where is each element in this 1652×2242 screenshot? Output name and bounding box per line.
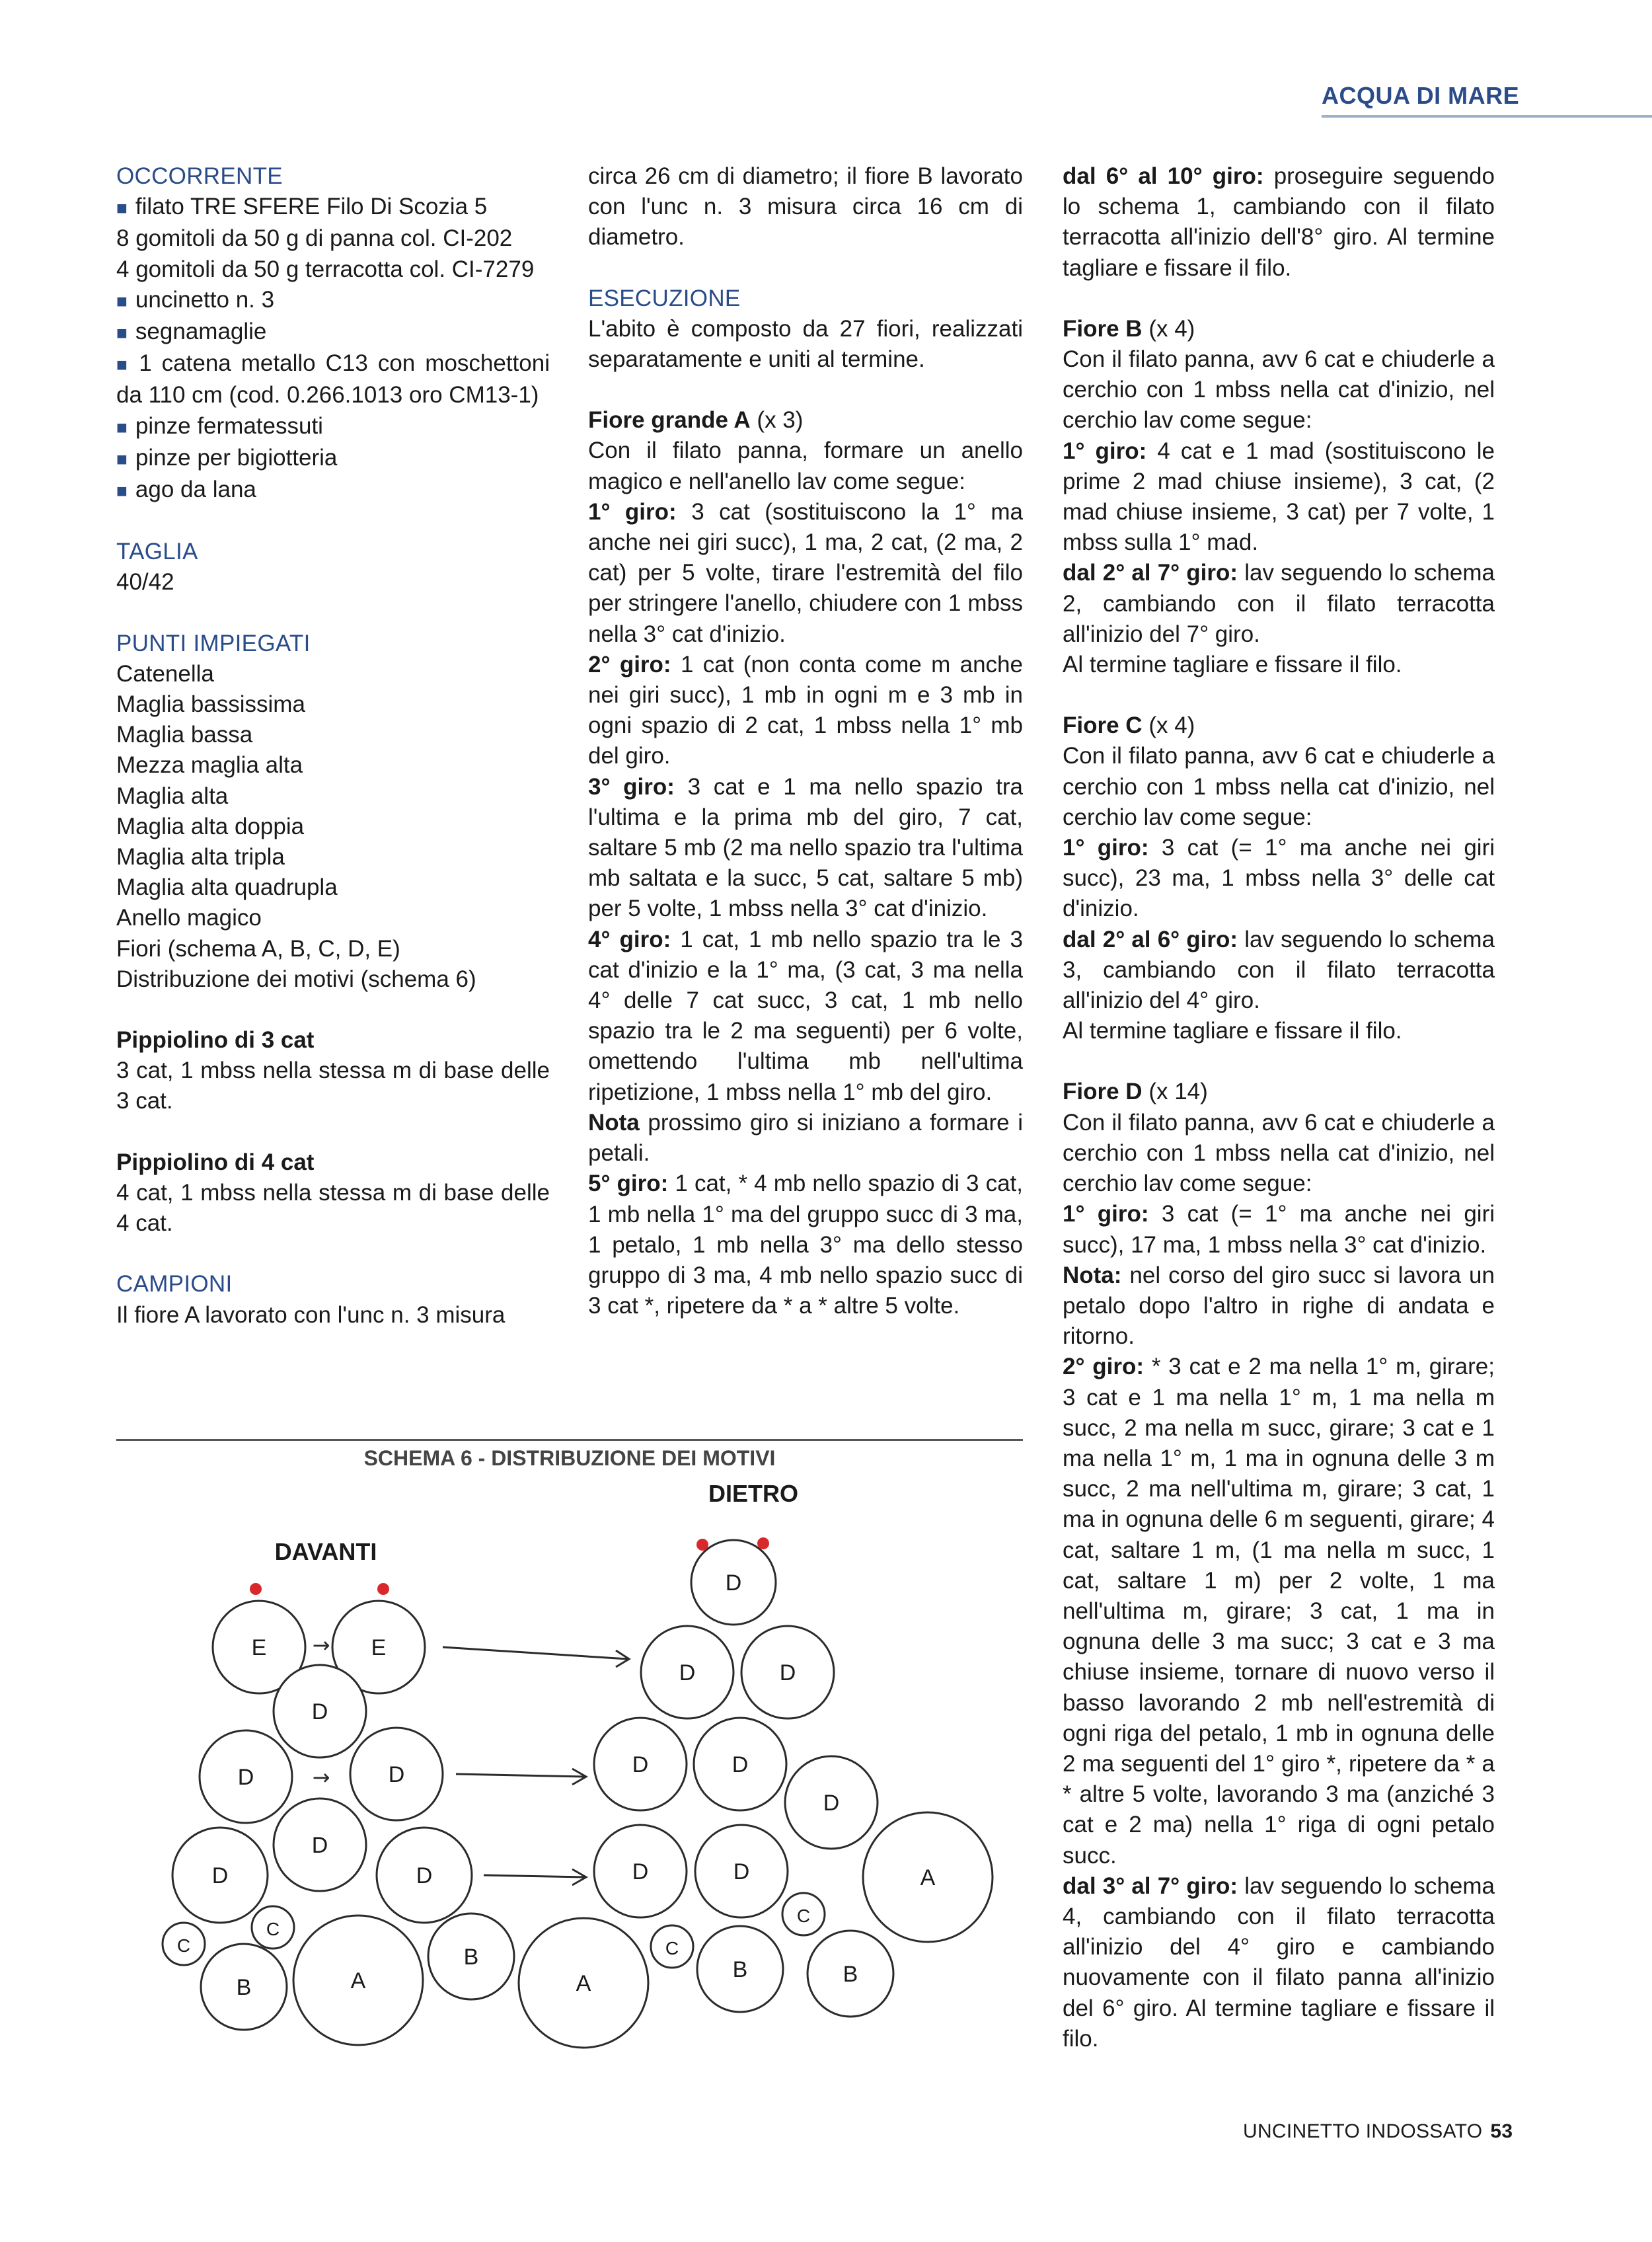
flower-label: D bbox=[311, 1699, 328, 1724]
flower-label: B bbox=[463, 1945, 479, 1970]
fiore-a-heading: Fiore grande A (x 3) bbox=[588, 407, 804, 434]
flower-d-front bbox=[350, 1728, 443, 1820]
list-item: ■ filato TRE SFERE Filo Di Scozia 5 bbox=[116, 192, 550, 223]
page-number: 53 bbox=[1490, 2120, 1513, 2142]
flower-label: D bbox=[311, 1833, 328, 1858]
c-rounds-2-6: dal 2° al 6° giro: lav seguendo lo schema 3, cambiando con il filato terracotta all'inizio del 4° giro. bbox=[1063, 926, 1495, 1014]
flower-label: E bbox=[371, 1635, 387, 1660]
d-rounds-3-7: dal 3° al 7° giro: lav seguendo lo schema 4, cambiando con il filato terracotta all'inizio del 4° giro e cambiando nuovamente con il filato panna all'inizio del 6° giro. Al termine tagliare e fissare il filo. bbox=[1063, 1873, 1495, 2052]
list-item: Maglia bassa bbox=[116, 722, 253, 748]
arrow-line bbox=[443, 1647, 628, 1659]
flower-label: D bbox=[632, 1859, 649, 1884]
small-arrow: → bbox=[312, 1765, 330, 1790]
campioni-text-cont: circa 26 cm di diametro; il fiore B lavorato con l'unc n. 3 misura circa 16 cm di diametro. bbox=[588, 163, 1023, 251]
davanti-label: DAVANTI bbox=[274, 1538, 377, 1565]
dietro-label: DIETRO bbox=[708, 1480, 799, 1507]
arrow-line bbox=[484, 1875, 585, 1877]
flower-label: D bbox=[388, 1762, 405, 1787]
d-round-1: 1° giro: 3 cat (= 1° ma anche nei giri succ), 17 ma, 1 mbss nella 3° cat d'inizio. bbox=[1063, 1201, 1495, 1258]
flower-label: C bbox=[665, 1938, 679, 1958]
fiore-b-heading: Fiore B (x 4) bbox=[1063, 315, 1195, 342]
flower-d-front bbox=[274, 1665, 366, 1758]
flower-label: D bbox=[211, 1863, 229, 1888]
attachment-dot bbox=[250, 1583, 262, 1595]
flower-b-front bbox=[201, 1944, 287, 2030]
fiore-a-intro: Con il filato panna, formare un anello magico e nell'anello lav come segue: bbox=[588, 438, 1023, 494]
round-2: 2° giro: 1 cat (non conta come m anche nei giri succ), 1 mb in ogni m e 3 mb in ogni spazio di 2 cat, 1 mbss nella 1° mb del giro. bbox=[588, 651, 1023, 769]
flowers-layer bbox=[163, 1537, 993, 2048]
list-item: Maglia alta doppia bbox=[116, 813, 305, 839]
schema-title: SCHEMA 6 - DISTRIBUZIONE DEI MOTIVI bbox=[363, 1446, 776, 1470]
flower-d-back bbox=[694, 1718, 786, 1810]
flower-label: D bbox=[237, 1765, 254, 1790]
c-end: Al termine tagliare e fissare il filo. bbox=[1063, 1018, 1402, 1044]
page-footer bbox=[1243, 2120, 1513, 2143]
flower-c-back bbox=[782, 1893, 825, 1935]
flower-label: A bbox=[920, 1865, 936, 1890]
fiore-d-heading: Fiore D (x 14) bbox=[1063, 1079, 1208, 1105]
fiore-c-intro: Con il filato panna, avv 6 cat e chiuderle a cerchio con 1 mbss nella cat d'inizio, nel cerchio lav come segue: bbox=[1063, 743, 1495, 830]
list-item: ■ pinze per bigiotteria bbox=[116, 443, 550, 475]
taglia-value: 40/42 bbox=[116, 569, 174, 596]
esecuzione-text: L'abito è composto da 27 fiori, realizzati separatamente e uniti al termine. bbox=[588, 315, 1023, 373]
pippiolino4-text: 4 cat, 1 mbss nella stessa m di base delle 4 cat. bbox=[116, 1179, 550, 1237]
fiore-b-intro: Con il filato panna, avv 6 cat e chiuderle a cerchio con 1 mbss nella cat d'inizio, nel cerchio lav come segue: bbox=[1063, 346, 1495, 434]
flower-d-front bbox=[377, 1828, 472, 1923]
pippiolino3-text: 3 cat, 1 mbss nella stessa m di base delle 3 cat. bbox=[116, 1058, 550, 1114]
flower-a-back bbox=[519, 1918, 648, 2048]
list-item: Anello magico bbox=[116, 905, 262, 931]
flower-d-front bbox=[172, 1828, 268, 1923]
flower-d-back bbox=[594, 1825, 687, 1917]
flower-a-back bbox=[863, 1812, 993, 1942]
attachment-dot bbox=[757, 1537, 769, 1549]
flower-label: D bbox=[679, 1660, 696, 1685]
round-5: 5° giro: 1 cat, * 4 mb nello spazio di 3 cat, 1 mb nella 1° ma del gruppo succ di 3 ma, 1 petalo, 1 mb nella 3° ma dello stesso gruppo di 3 ma, 4 mb nello spazio succ di 3 cat *, ripetere da * a * altre 5 volte. bbox=[588, 1171, 1023, 1319]
list-item: Catenella bbox=[116, 660, 214, 687]
b-rounds-2-7: dal 2° al 7° giro: lav seguendo lo schema 2, cambiando con il filato terracotta all'inizio del 7° giro. bbox=[1063, 560, 1495, 647]
d-note: Nota: nel corso del giro succ si lavora un petalo dopo l'altro in righe di andata e ritorno. bbox=[1063, 1262, 1495, 1350]
list-item: Fiori (schema A, B, C, D, E) bbox=[116, 935, 400, 962]
list-item: 8 gomitoli da 50 g di panna col. CI-202 bbox=[116, 225, 513, 252]
flower-d-back bbox=[641, 1626, 733, 1719]
list-item: ■ segnamaglie bbox=[116, 317, 550, 348]
list-item: 4 gomitoli da 50 g terracotta col. CI-7279 bbox=[116, 256, 535, 282]
list-item: ■ ago da lana bbox=[116, 475, 550, 506]
note: Nota prossimo giro si iniziano a formare i petali. bbox=[588, 1109, 1023, 1167]
flower-label: C bbox=[796, 1906, 811, 1926]
flower-b-back bbox=[807, 1931, 893, 2017]
flower-label: B bbox=[843, 1962, 858, 1987]
campioni-heading: CAMPIONI bbox=[116, 1271, 233, 1297]
flower-d-back bbox=[785, 1756, 878, 1849]
flower-c-front bbox=[163, 1923, 205, 1965]
flower-d-front bbox=[274, 1798, 366, 1891]
list-item: ■ uncinetto n. 3 bbox=[116, 285, 550, 317]
flower-d-front bbox=[200, 1730, 292, 1823]
list-item: Maglia alta tripla bbox=[116, 844, 285, 870]
flower-c-front bbox=[252, 1906, 294, 1949]
footer-label: UNCINETTO INDOSSATO bbox=[1243, 2120, 1483, 2142]
list-item: Maglia bassissima bbox=[116, 691, 305, 718]
flower-label: D bbox=[416, 1863, 433, 1888]
list-item: Distribuzione dei motivi (schema 6) bbox=[116, 966, 476, 992]
flower-label: B bbox=[236, 1975, 252, 2000]
flower-d-back bbox=[695, 1825, 788, 1917]
flower-a-front bbox=[293, 1915, 423, 2045]
flower-label: C bbox=[266, 1919, 280, 1939]
taglia-heading: TAGLIA bbox=[116, 539, 198, 565]
flower-label: D bbox=[733, 1859, 750, 1884]
flower-label: D bbox=[632, 1752, 649, 1777]
b-round-1: 1° giro: 4 cat e 1 mad (sostituiscono le prime 2 mad chiuse insieme), 3 cat, (2 mad chiuse insieme, 3 cat) per 7 volte, 1 mbss sulla 1° mad. bbox=[1063, 438, 1495, 556]
campioni-text: Il fiore A lavorato con l'unc n. 3 misura bbox=[116, 1301, 506, 1328]
flower-label: D bbox=[732, 1752, 749, 1777]
pippiolino3-heading: Pippiolino di 3 cat bbox=[116, 1027, 315, 1054]
flower-c-back bbox=[651, 1925, 693, 1968]
small-arrow: → bbox=[312, 1633, 330, 1658]
fiore-c-heading: Fiore C (x 4) bbox=[1063, 713, 1195, 739]
flower-d-back bbox=[594, 1718, 687, 1810]
arrow-line bbox=[456, 1774, 585, 1777]
flower-label: D bbox=[725, 1570, 742, 1596]
round-4: 4° giro: 1 cat, 1 mb nello spazio tra le 3 cat d'inizio e la 1° ma, (3 cat, 3 ma nella 4° delle 7 cat succ, 3 cat, 1 mb nello spazio tra le 2 ma seguenti) per 6 volte, omettendo l'ultima mb nell'ultima ripetizione, 1 mbss nella 1° mb del giro. bbox=[588, 926, 1023, 1105]
rounds-6-10: dal 6° al 10° giro: proseguire seguendo lo schema 1, cambiando con il filato terracotta all'inizio dell'8° giro. Al termine tagliare e fissare il filo. bbox=[1063, 163, 1495, 281]
punti-heading: PUNTI IMPIEGATI bbox=[116, 630, 311, 656]
list-item: Mezza maglia alta bbox=[116, 752, 303, 779]
list-item: Maglia alta bbox=[116, 783, 229, 809]
flower-label: D bbox=[823, 1791, 840, 1816]
flower-label: A bbox=[576, 1971, 591, 1996]
list-item: ■ pinze fermatessuti bbox=[116, 411, 550, 443]
round-3: 3° giro: 3 cat e 1 ma nello spazio tra l'ultima e la prima mb del giro, 7 cat, saltare 5 mb (2 ma nello spazio tra l'ultima mb saltata e la succ, 5 cat, saltare 5 mb) per 5 volte, 1 mbss nella 3° cat d'inizio. bbox=[588, 773, 1023, 922]
list-item: ■ 1 catena metallo C13 con moschettoni da 110 cm (cod. 0.266.1013 oro CM13-1) bbox=[116, 348, 550, 410]
flower-d-back bbox=[691, 1540, 776, 1625]
attachment-dot bbox=[696, 1539, 708, 1551]
flower-label: A bbox=[350, 1968, 366, 1993]
fiore-d-intro: Con il filato panna, avv 6 cat e chiuderle a cerchio con 1 mbss nella cat d'inizio, nel cerchio lav come segue: bbox=[1063, 1109, 1495, 1197]
flower-label: B bbox=[732, 1957, 748, 1982]
esecuzione-heading: ESECUZIONE bbox=[588, 285, 741, 311]
flower-b-front bbox=[428, 1913, 514, 1999]
flower-d-back bbox=[741, 1626, 834, 1719]
flower-b-back bbox=[697, 1926, 783, 2012]
pippiolino4-heading: Pippiolino di 4 cat bbox=[116, 1149, 315, 1175]
c-round-1: 1° giro: 3 cat (= 1° ma anche nei giri succ), 23 ma, 1 mbss nella 3° delle cat d'inizio. bbox=[1063, 835, 1495, 922]
occorrente-heading: OCCORRENTE bbox=[116, 163, 283, 189]
flower-label: E bbox=[251, 1635, 267, 1660]
round-1: 1° giro: 3 cat (sostituiscono la 1° ma anche nei giri succ), 1 ma, 2 cat, (2 ma, 2 cat) per 5 volte, tirare l'estremità del filo per stringere l'anello, chiudere con 1 mbss nella 3° cat d'inizio. bbox=[588, 498, 1023, 647]
flower-label: D bbox=[779, 1660, 796, 1685]
magazine-section-title: ACQUA DI MARE bbox=[1322, 82, 1520, 109]
d-round-2: 2° giro: * 3 cat e 2 ma nella 1° m, girare; 3 cat e 1 ma nella 1° m, 1 ma nella m succ, 2 ma nella m succ, girare; 3 cat e 1 ma nella 1° m, 1 ma in ognuna delle 3 m succ, 2 ma nell'ultima m, girare; 3 cat, 1 ma in ognuna delle 6 m seguenti, girare; 4 cat, saltare 1 m, (1 ma nella m succ, 1 cat, saltare 1 m) per 2 volte, 1 ma nell'ultima m, girare; 3 cat, 1 ma in ognuna delle 3 ma succ; 3 cat e 3 ma chiuse insieme, tornare di nuovo verso il basso lavorando 2 mb nell'estremità di ogni riga del petalo, 1 mb in ognuna delle 2 ma seguenti del 1° giro *, ripetere da * a * altre 5 volte, lavorando 3 ma (anziché 3 cat e 2 ma) nella 1° riga di ogni petalo succ. bbox=[1063, 1354, 1495, 1869]
flower-label: C bbox=[176, 1935, 191, 1956]
list-item: Maglia alta quadrupla bbox=[116, 874, 338, 901]
b-end: Al termine tagliare e fissare il filo. bbox=[1063, 652, 1402, 678]
attachment-dot bbox=[377, 1583, 389, 1595]
